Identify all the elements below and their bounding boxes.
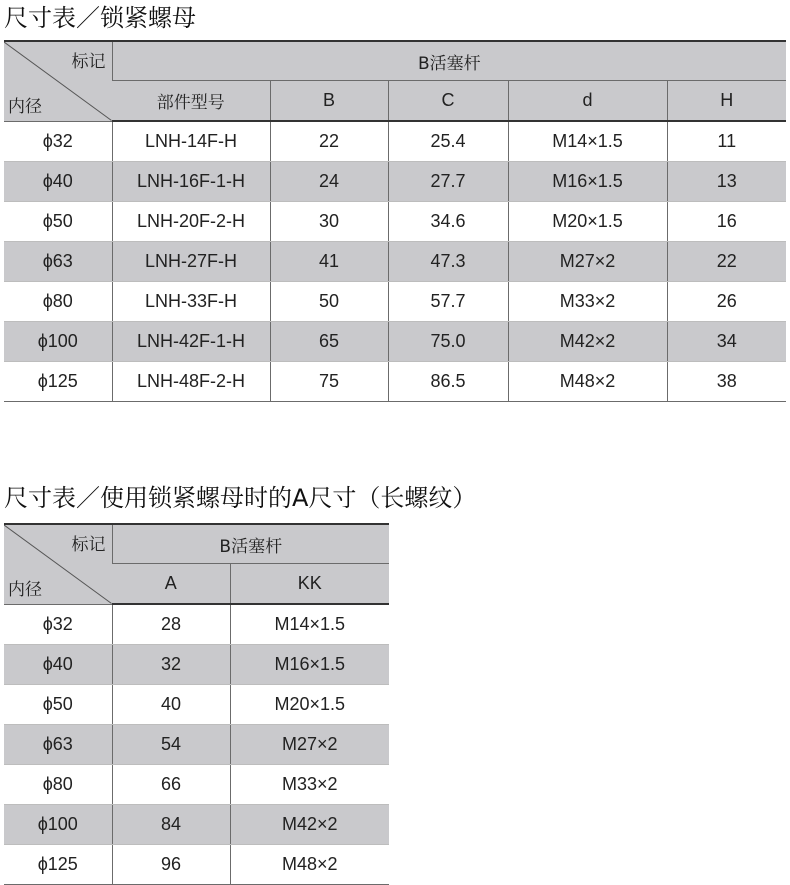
corner-label-mark: 标记 bbox=[71, 535, 106, 555]
table-cell: 96 bbox=[112, 845, 230, 885]
table-cell: 54 bbox=[112, 725, 230, 765]
bore-size-cell: ϕ40 bbox=[4, 645, 112, 685]
table-cell: 47.3 bbox=[388, 242, 508, 282]
table-cell: LNH-14F-H bbox=[112, 121, 270, 162]
table-cell: 66 bbox=[112, 765, 230, 805]
table-cell: M42×2 bbox=[230, 805, 389, 845]
corner-header-cell bbox=[4, 41, 112, 121]
table-cell: 24 bbox=[270, 162, 388, 202]
table-cell: 40 bbox=[112, 685, 230, 725]
bore-size-cell: ϕ63 bbox=[4, 725, 112, 765]
table-cell: 25.4 bbox=[388, 121, 508, 162]
lock-nut-dimension-table bbox=[4, 40, 786, 402]
table-cell: 75 bbox=[270, 362, 388, 402]
table-cell: 27.7 bbox=[388, 162, 508, 202]
table-row bbox=[4, 162, 786, 202]
bore-size-cell: ϕ32 bbox=[4, 121, 112, 162]
column-header: 部件型号 bbox=[112, 81, 270, 122]
table-cell: LNH-48F-2-H bbox=[112, 362, 270, 402]
table-cell: M33×2 bbox=[508, 282, 667, 322]
table-cell: LNH-20F-2-H bbox=[112, 202, 270, 242]
table-cell: 41 bbox=[270, 242, 388, 282]
corner-label-bore: 内径 bbox=[8, 96, 42, 117]
table-cell: 86.5 bbox=[388, 362, 508, 402]
table-cell: 16 bbox=[667, 202, 786, 242]
table-row bbox=[4, 805, 389, 845]
table-cell: M16×1.5 bbox=[508, 162, 667, 202]
table-row bbox=[4, 645, 389, 685]
bore-size-cell: ϕ125 bbox=[4, 362, 112, 402]
table-cell: 11 bbox=[667, 121, 786, 162]
bore-size-cell: ϕ32 bbox=[4, 604, 112, 645]
table-cell: 26 bbox=[667, 282, 786, 322]
table-cell: M27×2 bbox=[230, 725, 389, 765]
column-header: C bbox=[388, 81, 508, 122]
table-cell: M20×1.5 bbox=[508, 202, 667, 242]
table-row bbox=[4, 322, 786, 362]
table-row bbox=[4, 685, 389, 725]
table-row bbox=[4, 845, 389, 885]
table-row bbox=[4, 604, 389, 645]
table-cell: 13 bbox=[667, 162, 786, 202]
corner-label-mark: 标记 bbox=[71, 52, 106, 72]
bore-size-cell: ϕ50 bbox=[4, 202, 112, 242]
bore-size-cell: ϕ63 bbox=[4, 242, 112, 282]
table-cell: M27×2 bbox=[508, 242, 667, 282]
table-row bbox=[4, 202, 786, 242]
table1-title: 尺寸表／锁紧螺母 bbox=[4, 4, 196, 32]
table-cell: LNH-27F-H bbox=[112, 242, 270, 282]
table-cell: 30 bbox=[270, 202, 388, 242]
column-header: B bbox=[270, 81, 388, 122]
corner-label-bore: 内径 bbox=[8, 579, 42, 600]
table-cell: 22 bbox=[667, 242, 786, 282]
table-cell: M20×1.5 bbox=[230, 685, 389, 725]
table-cell: M48×2 bbox=[508, 362, 667, 402]
table-cell: 75.0 bbox=[388, 322, 508, 362]
column-header: KK bbox=[230, 564, 389, 605]
group-header-piston-rod: B活塞杆 bbox=[112, 41, 786, 81]
a-dimension-long-thread-table bbox=[4, 523, 389, 885]
bore-size-cell: ϕ80 bbox=[4, 282, 112, 322]
table-cell: M33×2 bbox=[230, 765, 389, 805]
group-header-piston-rod: B活塞杆 bbox=[112, 524, 389, 564]
table-cell: LNH-16F-1-H bbox=[112, 162, 270, 202]
table-row bbox=[4, 362, 786, 402]
table-row bbox=[4, 765, 389, 805]
table-cell: 65 bbox=[270, 322, 388, 362]
corner-header-cell bbox=[4, 524, 112, 604]
table-row bbox=[4, 282, 786, 322]
table-cell: M14×1.5 bbox=[508, 121, 667, 162]
table-cell: 57.7 bbox=[388, 282, 508, 322]
table-cell: 84 bbox=[112, 805, 230, 845]
table-row bbox=[4, 725, 389, 765]
column-header: H bbox=[667, 81, 786, 122]
table-cell: LNH-33F-H bbox=[112, 282, 270, 322]
column-header: d bbox=[508, 81, 667, 122]
table-cell: 22 bbox=[270, 121, 388, 162]
table-cell: M42×2 bbox=[508, 322, 667, 362]
table-cell: LNH-42F-1-H bbox=[112, 322, 270, 362]
table-row bbox=[4, 242, 786, 282]
table-row bbox=[4, 121, 786, 162]
table-cell: 28 bbox=[112, 604, 230, 645]
bore-size-cell: ϕ125 bbox=[4, 845, 112, 885]
table-cell: M14×1.5 bbox=[230, 604, 389, 645]
table-cell: 32 bbox=[112, 645, 230, 685]
bore-size-cell: ϕ100 bbox=[4, 805, 112, 845]
bore-size-cell: ϕ100 bbox=[4, 322, 112, 362]
table-cell: 34 bbox=[667, 322, 786, 362]
bore-size-cell: ϕ50 bbox=[4, 685, 112, 725]
table-cell: 50 bbox=[270, 282, 388, 322]
table-cell: M16×1.5 bbox=[230, 645, 389, 685]
table-cell: 38 bbox=[667, 362, 786, 402]
column-header: A bbox=[112, 564, 230, 605]
table-cell: M48×2 bbox=[230, 845, 389, 885]
table-cell: 34.6 bbox=[388, 202, 508, 242]
table2-title: 尺寸表／使用锁紧螺母时的A尺寸（长螺纹） bbox=[4, 484, 477, 512]
bore-size-cell: ϕ80 bbox=[4, 765, 112, 805]
bore-size-cell: ϕ40 bbox=[4, 162, 112, 202]
